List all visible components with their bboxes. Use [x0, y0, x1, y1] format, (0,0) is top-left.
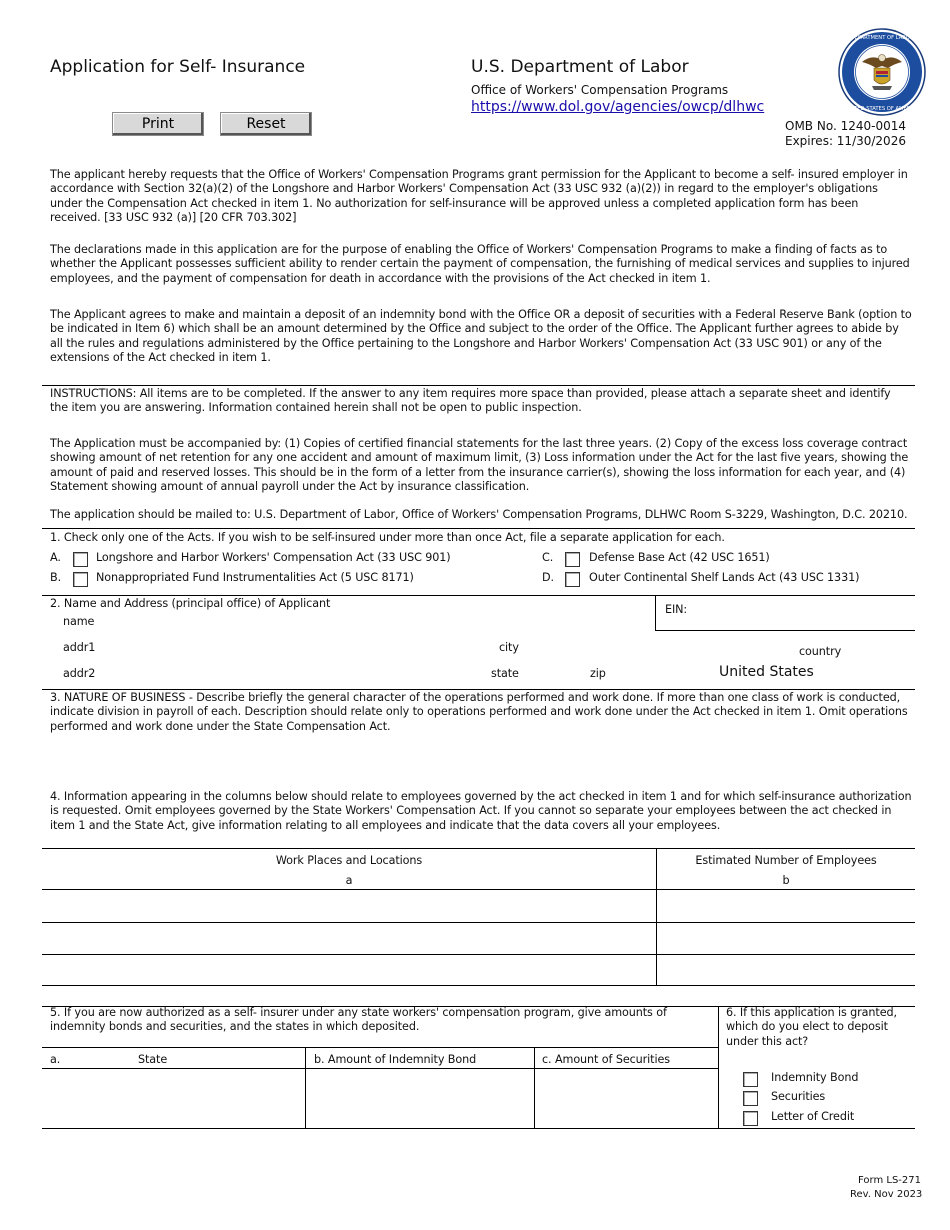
divider [42, 1047, 718, 1048]
name-input[interactable] [100, 612, 640, 630]
act-c-checkbox[interactable] [565, 552, 580, 567]
act-b-letter: B. [50, 571, 62, 584]
col-indemnity-bond-header: b. Amount of Indemnity Bond [314, 1053, 477, 1066]
divider [42, 985, 915, 986]
addr2-input[interactable] [100, 664, 480, 682]
divider [42, 848, 915, 849]
col-work-places-header: Work Places and Locations [275, 854, 423, 867]
addr1-label: addr1 [63, 641, 96, 654]
act-a-checkbox[interactable] [73, 552, 88, 567]
dol-seal-icon [838, 28, 926, 116]
divider [42, 1068, 718, 1069]
col-b-letter: b [782, 874, 790, 887]
work-place-input-2[interactable] [44, 925, 652, 952]
item2-label: 2. Name and Address (principal office) of Applicant [50, 597, 331, 610]
zip-input[interactable] [610, 664, 700, 682]
act-d-label: Outer Continental Shelf Lands Act (43 USC 1331) [589, 571, 860, 584]
state-deposit-input[interactable] [44, 1071, 302, 1126]
act-c-label: Defense Base Act (42 USC 1651) [589, 551, 770, 564]
employees-input-3[interactable] [660, 957, 912, 983]
work-place-input-3[interactable] [44, 957, 652, 983]
form-number: Form LS-271 [858, 1175, 921, 1186]
svg-text:DEPARTMENT OF LABOR: DEPARTMENT OF LABOR [850, 35, 914, 41]
item3-label: 3. NATURE OF BUSINESS - Describe briefly the general character of the operations performed and work done. If more than one class of work is conducted, indicate division in payroll of each. Description should relate only to operations performed and work done under the Act checked in item 1. Omit operations performed and work done under the State Compensation Act. [50, 691, 908, 733]
indemnity-bond-input[interactable] [308, 1071, 531, 1126]
divider [655, 630, 915, 631]
ein-input[interactable] [700, 600, 910, 624]
col-securities-header: c. Amount of Securities [542, 1053, 670, 1066]
addr1-input[interactable] [100, 638, 480, 656]
divider [42, 889, 915, 890]
item6-label: 6. If this application is granted, which do you elect to deposit under this act? [726, 1006, 897, 1048]
divider [305, 1047, 306, 1129]
securities-checkbox[interactable] [743, 1091, 758, 1106]
office-name: Office of Workers' Compensation Programs [471, 83, 729, 97]
indemnity-bond-option-label: Indemnity Bond [771, 1071, 859, 1084]
expiration-date: Expires: 11/30/2026 [785, 134, 906, 148]
instructions-paragraph-1: INSTRUCTIONS: All items are to be completed. If the answer to any item requires more space than provided, please attach a separate sheet and identify the item you are answering. Information contained herein shall not be open to public inspection. [50, 387, 891, 415]
instructions-paragraph-2: The Application must be accompanied by: (1) Copies of certified financial statements for the last three years. (2) Copy of the excess loss coverage contract showing amount of net retention for any one accident and amount of maximum limit, (3) Loss information under the Act for the last five years, showing the amount of paid and reserved losses. This should be in the form of a letter from the insurance carrier(s), showing the loss information for each year, and (4) Statement showing amount of annual payroll under the Act by insurance classification. [50, 437, 909, 494]
omb-number: OMB No. 1240-0014 [785, 119, 906, 133]
reset-button[interactable]: Reset [220, 112, 312, 136]
divider [42, 385, 915, 386]
zip-label: zip [590, 667, 606, 680]
divider [656, 848, 657, 985]
city-input[interactable] [525, 638, 685, 656]
divider [534, 1047, 535, 1129]
act-b-label: Nonappropriated Fund Instrumentalities Act (5 USC 8171) [96, 571, 414, 584]
employees-input-1[interactable] [660, 892, 912, 920]
country-label: country [799, 645, 842, 658]
act-c-letter: C. [542, 551, 554, 564]
act-a-letter: A. [50, 551, 61, 564]
act-b-checkbox[interactable] [73, 572, 88, 587]
intro-paragraph-2: The declarations made in this application are for the purpose of enabling the Office of Workers' Compensation Programs to make a finding of facts as to whether the Applicant possesses sufficient ability to render certain the payment of compensation, the furnishing of medical services and supplies to injured employees, and the payment of compensation for death in accordance with the provisions of the Act checked in item 1. [50, 243, 910, 285]
addr2-label: addr2 [63, 667, 96, 680]
act-d-letter: D. [542, 571, 554, 584]
ein-label: EIN: [665, 603, 688, 616]
employees-input-2[interactable] [660, 925, 912, 952]
work-place-input-1[interactable] [44, 892, 652, 920]
divider [718, 1006, 719, 1129]
act-d-checkbox[interactable] [565, 572, 580, 587]
item4-label: 4. Information appearing in the columns below should relate to employees governed by the act checked in item 1 and for which self-insurance authorization is requested. Omit employees governed by the State Workers' Compensation Act. If you cannot so separate your employees between the act checked in item 1 and the State Act, give information relating to all employees and indicate that the data covers all your employees. [50, 790, 912, 832]
divider [42, 1128, 915, 1129]
col-employees-header: Estimated Number of Employees [695, 854, 877, 867]
divider [42, 689, 915, 690]
securities-option-label: Securities [771, 1090, 826, 1103]
securities-input[interactable] [537, 1071, 715, 1126]
col-a-letter: a. [50, 1053, 61, 1066]
state-label: state [491, 667, 519, 680]
nature-of-business-input[interactable] [50, 738, 912, 788]
name-label: name [63, 615, 95, 628]
form-title: Application for Self- Insurance [50, 57, 306, 77]
letter-of-credit-option-label: Letter of Credit [771, 1110, 855, 1123]
col-a-letter: a [345, 874, 353, 887]
indemnity-bond-checkbox[interactable] [743, 1072, 758, 1087]
letter-of-credit-checkbox[interactable] [743, 1111, 758, 1126]
print-button[interactable]: Print [112, 112, 204, 136]
mailing-address: The application should be mailed to: U.S. Department of Labor, Office of Workers' Compensation Programs, DLHWC Room S-3229, Washington, D.C. 20210. [50, 508, 908, 521]
svg-text:UNITED STATES OF AMERICA: UNITED STATES OF AMERICA [844, 106, 920, 112]
form-revision: Rev. Nov 2023 [850, 1189, 923, 1200]
dol-link[interactable]: https://www.dol.gov/agencies/owcp/dlhwc [471, 99, 765, 115]
divider [42, 528, 915, 529]
divider [655, 595, 656, 631]
item5-label: 5. If you are now authorized as a self- insurer under any state workers' compensation program, give amounts of indemnity bonds and securities, and the states in which deposited. [50, 1006, 667, 1034]
act-a-label: Longshore and Harbor Workers' Compensation Act (33 USC 901) [96, 551, 451, 564]
col-state-header: State [138, 1053, 168, 1066]
divider [42, 954, 915, 955]
intro-paragraph-1: The applicant hereby requests that the Office of Workers' Compensation Programs grant permission for the Applicant to become a self- insured employer in accordance with Section 32(a)(2) of the Longshore and Harbor Workers' Compensation Act (33 USC 932 (a)(2)) in regard to the employer's obligations under the Compensation Act checked in item 1. No authorization for self-insurance will be approved unless a completed application form has been received. [33 USC 932 (a)] [20 CFR 703.302] [50, 168, 908, 225]
item1-label: 1. Check only one of the Acts. If you wish to be self-insured under more than once Act, file a separate application for each. [50, 531, 725, 544]
state-input[interactable] [522, 664, 582, 682]
divider [42, 922, 915, 923]
city-label: city [499, 641, 519, 654]
divider [42, 595, 915, 596]
country-select[interactable]: United States [719, 664, 814, 680]
agency-name: U.S. Department of Labor [471, 57, 689, 77]
intro-paragraph-3: The Applicant agrees to make and maintain a deposit of an indemnity bond with the Office OR a deposit of securities with a Federal Reserve Bank (option to be indicated in Item 6) which shall be an amount determined by the Office and subject to the order of the Office. The Applicant further agrees to abide by all the rules and regulations administered by the Office pertaining to the Longshore and Harbor Workers' Compensation Act (33 USC 901) or any of the extensions of the Act checked in item 1. [50, 308, 912, 365]
